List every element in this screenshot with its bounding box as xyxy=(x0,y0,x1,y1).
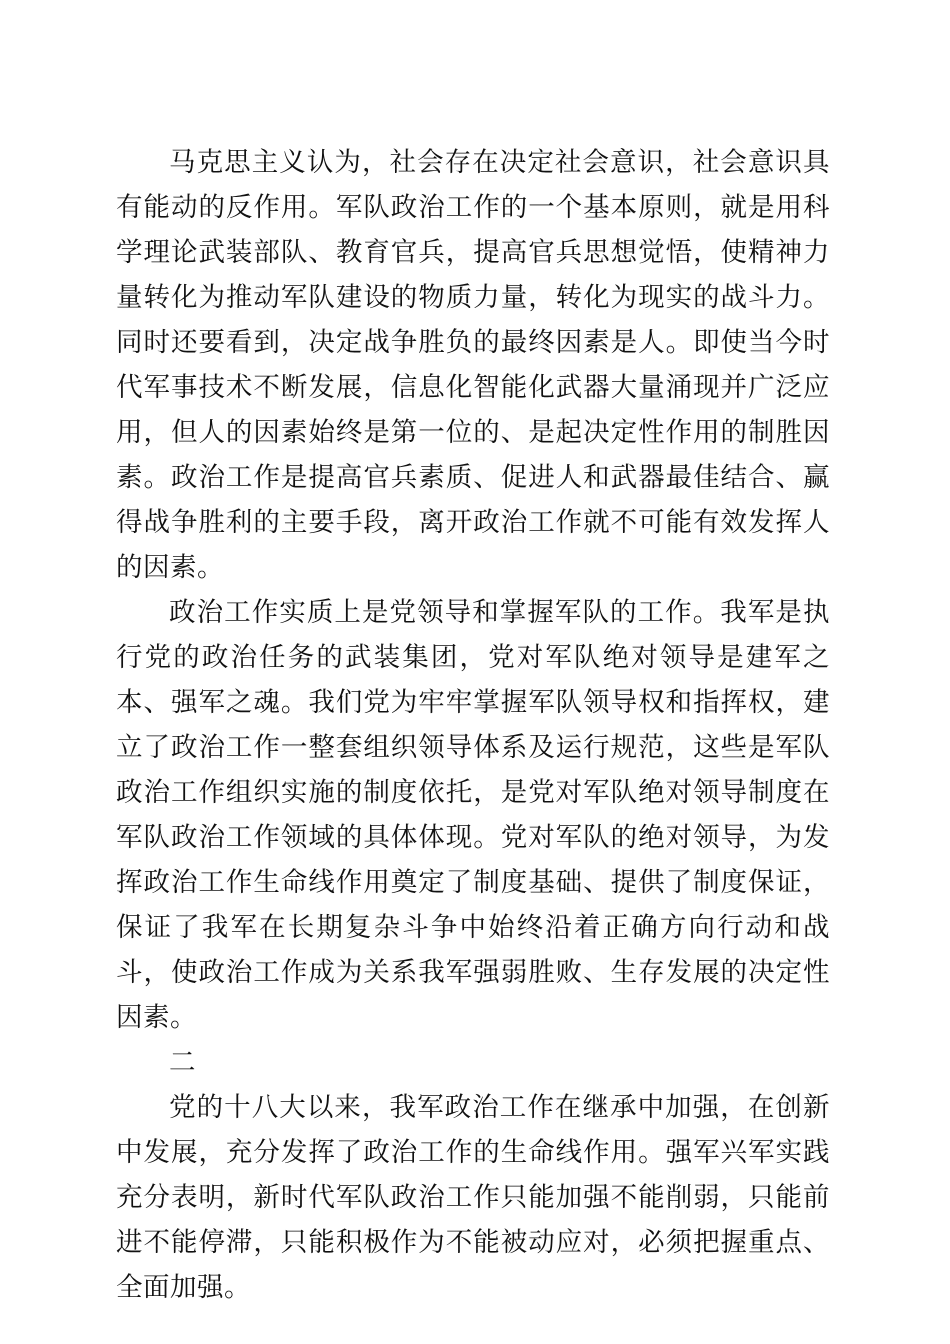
paragraph-1: 马克思主义认为，社会存在决定社会意识，社会意识具有能动的反作用。军队政治工作的一个基本原则，就是用科学理论武装部队、教育官兵，提高官兵思想觉悟，使精神力量转化为推动军队建设的物质力量，转化为现实的战斗力。同时还要看到，决定战争胜负的最终因素是人。即使当今时代军事技术不断发展，信息化智能化武器大量涌现并广泛应用，但人的因素始终是第一位的、是起决定性作用的制胜因素。政治工作是提高官兵素质、促进人和武器最佳结合、赢得战争胜利的主要手段，离开政治工作就不可能有效发挥人的因素。 xyxy=(116,147,830,583)
paragraph-3: 党的十八大以来，我军政治工作在继承中加强，在创新中发展，充分发挥了政治工作的生命线作用。强军兴军实践充分表明，新时代军队政治工作只能加强不能削弱，只能前进不能停滞，只能积极作为不能被动应对，必须把握重点、全面加强。 xyxy=(116,1092,830,1303)
paragraph-2: 政治工作实质上是党领导和掌握军队的工作。我军是执行党的政治任务的武装集团，党对军队绝对领导是建军之本、强军之魂。我们党为牢牢掌握军队领导权和指挥权，建立了政治工作一整套组织领导体系及运行规范，这些是军队政治工作组织实施的制度依托，是党对军队绝对领导制度在军队政治工作领域的具体体现。党对军队的绝对领导，为发挥政治工作生命线作用奠定了制度基础、提供了制度保证，保证了我军在长期复杂斗争中始终沿着正确方向行动和战斗，使政治工作成为关系我军强弱胜败、生存发展的决定性因素。 xyxy=(116,597,830,1033)
document-body xyxy=(116,140,830,1310)
section-heading: 二 xyxy=(169,1047,196,1078)
